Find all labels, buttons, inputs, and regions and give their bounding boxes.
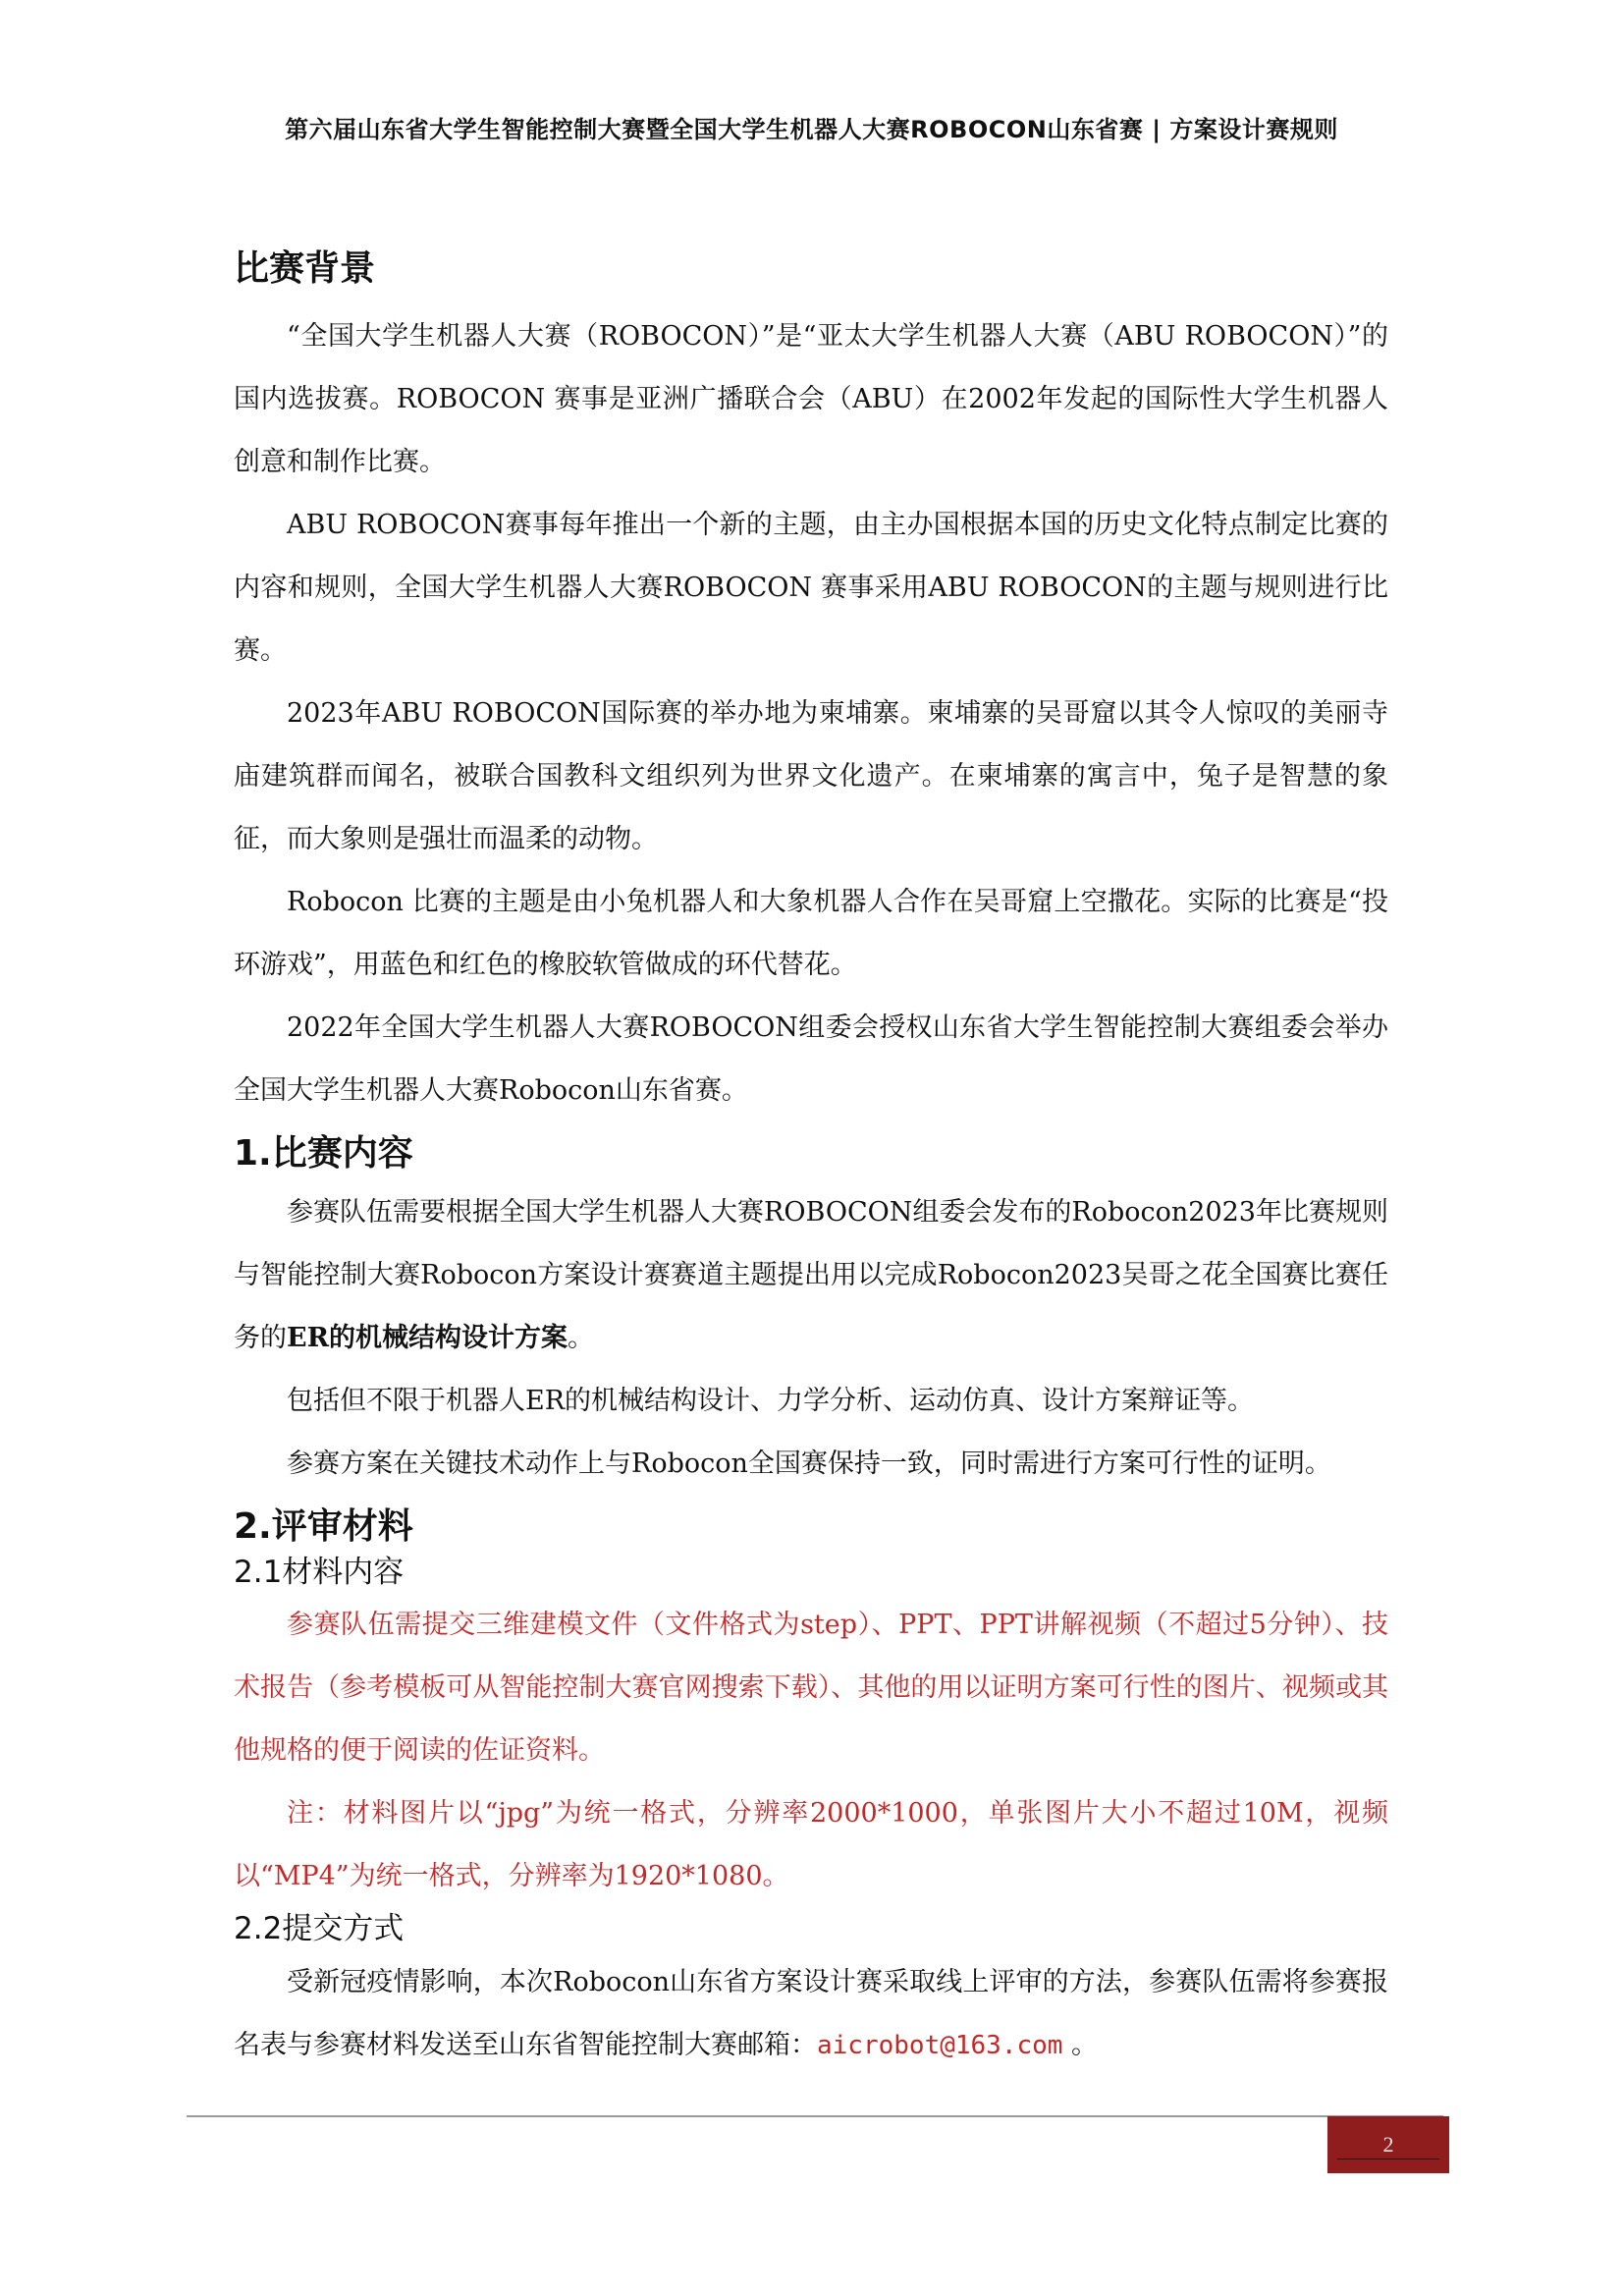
page-number-box (1327, 2116, 1449, 2173)
submission-paragraph (234, 1951, 1388, 2077)
background-paragraph-1: “全国大学生机器人大赛（ROBOCON）”是“亚太大学生机器人大赛（ABU ROBOCON）”的国内选拔赛。ROBOCON 赛事是亚洲广播联合会（ABU）在2002年发起的国际性大学生机器人创意和制作比赛。 (234, 320, 1388, 477)
footer-divider (187, 2115, 1443, 2117)
submission-text: 受新冠疫情影响，本次Robocon山东省方案设计赛采取线上评审的方法，参赛队伍需将参赛报名表与参赛材料发送至山东省智能控制大赛邮箱： (234, 1966, 1388, 2060)
submission-end: 。 (1062, 2029, 1099, 2060)
subsection-heading-materials-content: 2.1材料内容 (234, 1554, 405, 1590)
content-paragraph-3: 参赛方案在关键技术动作上与Robocon全国赛保持一致，同时需进行方案可行性的证明。 (287, 1449, 1331, 1480)
section-heading-content: 1.比赛内容 (234, 1132, 413, 1174)
subsection-heading-submission: 2.2提交方式 (234, 1911, 405, 1947)
background-paragraph-2: ABU ROBOCON赛事每年推出一个新的主题，由主办国根据本国的历史文化特点制定比赛的内容和规则，全国大学生机器人大赛ROBOCON 赛事采用ABU ROBOCON的主题与规则进行比赛。 (234, 509, 1388, 666)
content-paragraph-1-text: 参赛队伍需要根据全国大学生机器人大赛ROBOCON组委会发布的Robocon2023年比赛规则与智能控制大赛Robocon方案设计赛赛道主题提出用以完成Robocon2023吴哥之花全国赛比赛任务的 (234, 1197, 1388, 1354)
materials-paragraph-1: 参赛队伍需提交三维建模文件（文件格式为step）、PPT、PPT讲解视频（不超过5分钟）、技术报告（参考模板可从智能控制大赛官网搜索下载）、其他的用以证明方案可行性的图片、视频或其他规格的便于阅读的佐证资料。 (234, 1610, 1388, 1767)
content-paragraph-1 (234, 1181, 1388, 1370)
content-paragraph-1-end: 。 (568, 1323, 595, 1354)
content-paragraph-2: 包括但不限于机器人ER的机械结构设计、力学分析、运动仿真、设计方案辩证等。 (287, 1386, 1255, 1417)
section-heading-background: 比赛背景 (234, 248, 376, 289)
page-header: 第六届山东省大学生智能控制大赛暨全国大学生机器人大赛ROBOCON山东省赛 | 方案设计赛规则 (285, 116, 1338, 143)
email-link[interactable]: aicrobot@163.com (817, 2030, 1063, 2060)
background-paragraph-5: 2022年全国大学生机器人大赛ROBOCON组委会授权山东省大学生智能控制大赛组委会举办全国大学生机器人大赛Robocon山东省赛。 (234, 1011, 1388, 1106)
materials-note: 注：材料图片以“jpg”为统一格式，分辨率2000*1000，单张图片大小不超过10M，视频以“MP4”为统一格式，分辨率为1920*1080。 (234, 1798, 1388, 1892)
section-heading-materials: 2.评审材料 (234, 1506, 413, 1548)
background-paragraph-4: Robocon 比赛的主题是由小兔机器人和大象机器人合作在吴哥窟上空撒花。实际的比赛是“投环游戏”，用蓝色和红色的橡胶软管做成的环代替花。 (234, 886, 1388, 980)
document-body (234, 246, 1388, 2077)
background-paragraph-3: 2023年ABU ROBOCON国际赛的举办地为柬埔寨。柬埔寨的吴哥窟以其令人惊叹的美丽寺庙建筑群而闻名，被联合国教科文组织列为世界文化遗产。在柬埔寨的寓言中，兔子是智慧的象征，而大象则是强壮而温柔的动物。 (234, 697, 1388, 854)
page-number: 2 (1382, 2132, 1394, 2157)
content-paragraph-1-emphasis: ER的机械结构设计方案 (287, 1323, 568, 1354)
